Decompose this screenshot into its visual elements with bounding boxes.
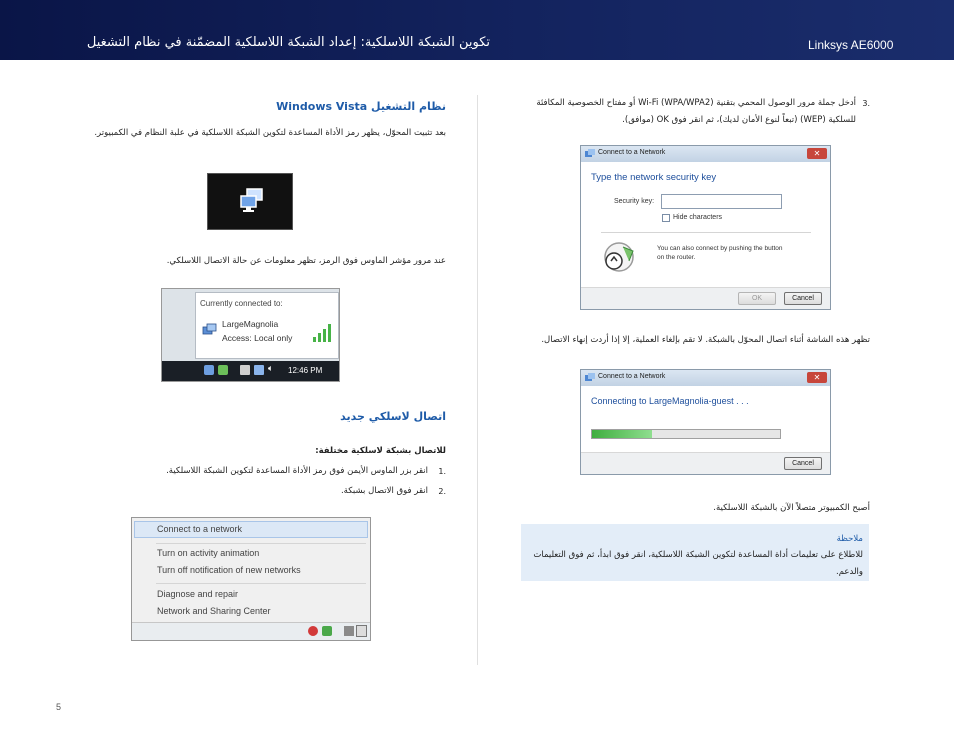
dialog-title: Connect to a Network [598, 149, 666, 156]
new-connection-intro: للاتصال بشبكة لاسلكية مختلفة: [315, 446, 446, 456]
tray-app-icon [322, 626, 332, 636]
dialog-footer [581, 452, 830, 474]
menu-item-sharing-center[interactable]: Network and Sharing Center [157, 606, 271, 616]
security-key-label: Security key: [614, 198, 655, 205]
network-icon [585, 149, 595, 159]
dialog-title: Connect to a Network [598, 373, 666, 380]
menu-item-diagnose[interactable]: Diagnose and repair [157, 589, 239, 599]
network-icon [238, 187, 266, 215]
network-name: LargeMagnolia [222, 319, 279, 329]
security-key-input[interactable] [661, 194, 782, 209]
network-icon [202, 323, 218, 339]
popup-panel [195, 292, 339, 359]
clock: 12:46 PM [288, 366, 323, 375]
intro-paragraph: بعد تثبيت المحوّل، يظهر رمز الأداة المساعدة لتكوين الشبكة اللاسلكية في علبة النظام في الكمبيوتر. [94, 128, 446, 138]
vista-heading: نظام التشغيل Windows Vista [276, 100, 446, 113]
menu-item-notifications[interactable]: Turn off notification of new networks [157, 565, 301, 575]
new-connection-heading: اتصال لاسلكي جديد [340, 410, 446, 423]
cancel-button[interactable]: Cancel [784, 292, 822, 305]
taskbar [162, 361, 339, 381]
menu-item-connect[interactable]: Connect to a network [157, 524, 243, 534]
taskbar [132, 622, 370, 640]
close-icon[interactable]: ✕ [807, 148, 827, 159]
menu-separator [156, 543, 366, 544]
tray-app-icon [240, 365, 250, 375]
connecting-paragraph: تظهر هذه الشاشة أثناء اتصال المحوّل بالشبكة. لا تقم بإلغاء العملية، إلا إذا أردت إنهاء الاتصال. [541, 335, 870, 345]
step-3-text: أدخل جملة مرور الوصول المحمي بتقنية Wi-Fi (WPA/WPA2) أو مفتاح الخصوصية المكافئة للسلكية (WEP) (تبعاً لنوع الأمان لديك)، ثم انقر فوق OK (موافق). [536, 98, 856, 125]
dialog-separator [601, 232, 811, 233]
signal-bars-icon [312, 321, 334, 343]
note-title: ملاحظة [836, 534, 863, 544]
step-2-number: .2 [438, 487, 446, 496]
close-icon[interactable]: ✕ [807, 372, 827, 383]
hide-characters-checkbox[interactable] [662, 214, 670, 222]
step-3-number: .3 [862, 99, 870, 108]
tray-app-icon [218, 365, 228, 375]
access-status: Access: Local only [222, 333, 293, 343]
progress-fill [592, 430, 652, 438]
menu-item-activity-animation[interactable]: Turn on activity animation [157, 548, 260, 558]
header-title: تكوين الشبكة اللاسلكية: إعداد الشبكة اللاسلكية المضمّنة في نظام التشغيل [86, 35, 490, 50]
network-icon[interactable] [254, 365, 264, 375]
connected-paragraph: أصبح الكمبيوتر متصلاً الآن بالشبكة اللاسلكية. [713, 503, 870, 513]
brand-label: Linksys AE6000 [808, 38, 894, 52]
dialog-heading: Connecting to LargeMagnolia-guest . . . [591, 396, 749, 406]
connection-status-popup [161, 288, 340, 382]
popup-title: Currently connected to: [200, 299, 283, 308]
push-button-router-icon [601, 239, 641, 279]
column-divider [477, 95, 478, 665]
security-alert-icon [308, 626, 318, 636]
tray-icon-screenshot [207, 173, 293, 230]
cancel-button[interactable]: Cancel [784, 457, 822, 470]
tray-app-icon [344, 626, 354, 636]
network-icon [585, 373, 595, 383]
dialog-footer [581, 287, 830, 309]
tray-app-icon [204, 365, 214, 375]
step-1-text: انقر بزر الماوس الأيمن فوق رمز الأداة المساعدة لتكوين الشبكة اللاسلكية. [166, 466, 428, 476]
context-menu-screenshot [131, 517, 371, 641]
network-icon[interactable] [356, 625, 367, 637]
note-box [521, 524, 869, 581]
step-1-number: .1 [438, 467, 446, 476]
hide-characters-label: Hide characters [673, 214, 723, 221]
ok-button[interactable]: OK [738, 292, 776, 305]
page-number: 5 [56, 702, 62, 712]
connecting-dialog [580, 369, 831, 475]
page-header [0, 0, 954, 60]
menu-separator [156, 583, 366, 584]
hover-paragraph: عند مرور مؤشر الماوس فوق الرمز، تظهر معلومات عن حالة الاتصال اللاسلكي. [166, 256, 446, 266]
push-button-text: You can also connect by pushing the button on the router. [657, 245, 783, 261]
progress-bar [591, 429, 781, 439]
note-text: للاطلاع على تعليمات أداة المساعدة لتكوين الشبكة اللاسلكية، انقر فوق ابدأ، ثم فوق التعليمات والدعم. [533, 550, 863, 577]
volume-icon[interactable]: 🔈︎ [268, 364, 274, 374]
security-key-dialog [580, 145, 831, 310]
dialog-titlebar [581, 370, 830, 386]
dialog-heading: Type the network security key [591, 172, 717, 183]
dialog-titlebar [581, 146, 830, 162]
step-2-text: انقر فوق الاتصال بشبكة. [340, 486, 428, 496]
